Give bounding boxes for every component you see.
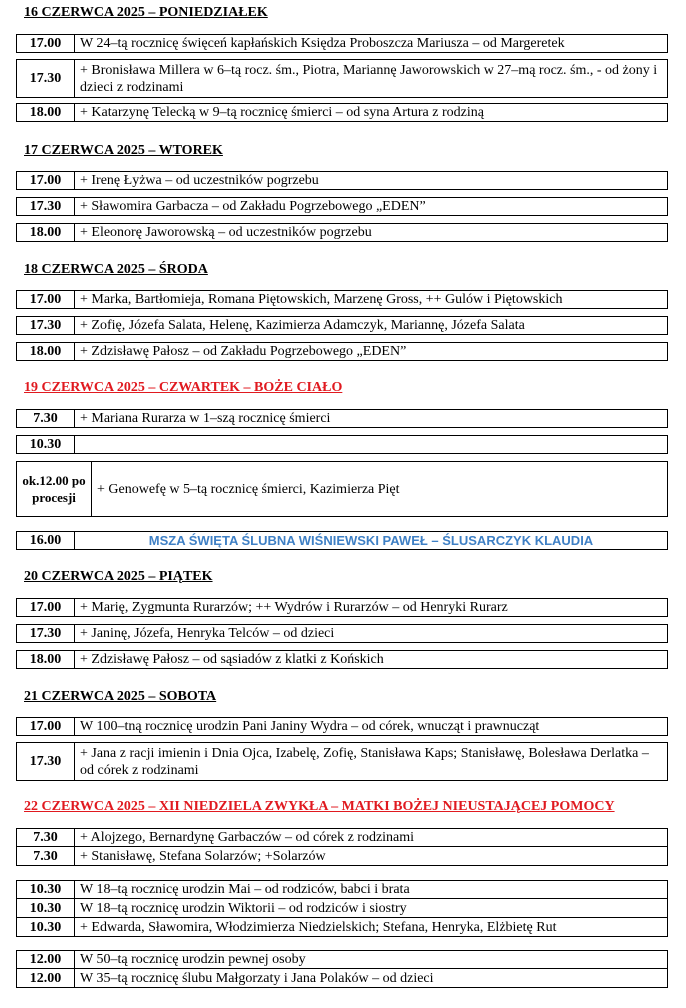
- mass-time: 10.30: [17, 918, 75, 936]
- mass-time: 17.30: [17, 60, 75, 97]
- mass-time: 18.00: [17, 343, 75, 360]
- mass-intention: W 100–tną rocznicę urodzin Pani Janiny Wydra – od córek, wnucząt i prawnucząt: [80, 719, 540, 734]
- mass-intention: + Alojzego, Bernardynę Garbaczów – od córek z rodzinami: [80, 830, 415, 845]
- mass-row: [16, 435, 668, 454]
- mass-time: 17.30: [17, 743, 75, 780]
- mass-time: 17.00: [17, 718, 75, 735]
- day-heading: 21 CZERWCA 2025 – SOBOTA: [24, 689, 217, 704]
- mass-intention: + Janinę, Józefa, Henryka Telców – od dzieci: [80, 626, 335, 641]
- mass-time: 17.30: [17, 317, 75, 334]
- mass-row: [16, 950, 668, 969]
- day-heading: 17 CZERWCA 2025 – WTOREK: [24, 143, 223, 158]
- mass-time: 17.00: [17, 172, 75, 189]
- mass-time: 12.00: [17, 969, 75, 987]
- mass-intention: + Zdzisławę Pałosz – od sąsiadów z klatki z Końskich: [80, 652, 384, 667]
- mass-time: 18.00: [17, 104, 75, 121]
- mass-row: [16, 290, 668, 309]
- mass-intention: + Marka, Bartłomieja, Romana Piętowskich, Marzenę Gross, ++ Gulów i Piętowskich: [80, 292, 563, 307]
- mass-intention: W 35–tą rocznicę ślubu Małgorzaty i Jana Polaków – od dzieci: [80, 970, 434, 986]
- mass-row: [16, 531, 668, 550]
- mass-intention: [75, 436, 667, 453]
- mass-row: [16, 918, 668, 937]
- mass-row: [16, 409, 668, 428]
- mass-intention: + Edwarda, Sławomira, Włodzimierza Niedzielskich; Stefana, Henryka, Elżbietę Rut: [80, 919, 557, 935]
- mass-row: [16, 171, 668, 190]
- wedding-mass-label: MSZA ŚWIĘTA ŚLUBNA WIŚNIEWSKI PAWEŁ – ŚLUSARCZYK KLAUDIA: [148, 533, 594, 548]
- mass-row: [16, 828, 668, 847]
- mass-row: [16, 103, 668, 122]
- mass-intention: + Eleonorę Jaworowską – od uczestników pogrzebu: [80, 225, 372, 240]
- mass-time: 17.00: [17, 35, 75, 52]
- mass-intention: + Zdzisławę Pałosz – od Zakładu Pogrzebowego „EDEN”: [80, 344, 407, 359]
- mass-row: [16, 847, 668, 866]
- mass-row: [16, 316, 668, 335]
- mass-intention: + Zofię, Józefa Salata, Helenę, Kazimierza Adamczyk, Mariannę, Józefa Salata: [80, 318, 525, 333]
- mass-row: [16, 717, 668, 736]
- mass-intention: + Stanisławę, Stefana Solarzów; +Solarzów: [80, 848, 326, 864]
- mass-row: [16, 34, 668, 53]
- mass-row: [16, 598, 668, 617]
- mass-intention: + Mariana Rurarza w 1–szą rocznicę śmierci: [80, 411, 331, 426]
- mass-row: [16, 880, 668, 899]
- mass-time: ok.12.00 po procesji: [17, 462, 92, 516]
- mass-row: [16, 59, 668, 98]
- mass-intention: + Marię, Zygmunta Rurarzów; ++ Wydrów i Rurarzów – od Henryki Rurarz: [80, 600, 508, 615]
- mass-time: 7.30: [17, 847, 75, 865]
- mass-time: 16.00: [17, 532, 75, 549]
- mass-time: 18.00: [17, 651, 75, 668]
- mass-time: 17.00: [17, 291, 75, 308]
- mass-row: [16, 461, 668, 517]
- mass-intention: + Genowefę w 5–tą rocznicę śmierci, Kazimierza Pięt: [97, 481, 400, 497]
- day-heading: 16 CZERWCA 2025 – PONIEDZIAŁEK: [24, 5, 268, 20]
- mass-time: 17.30: [17, 198, 75, 215]
- mass-time: 10.30: [17, 899, 75, 917]
- mass-row: [16, 624, 668, 643]
- mass-row: [16, 969, 668, 988]
- mass-time: 7.30: [17, 410, 75, 427]
- mass-time: 10.30: [17, 881, 75, 898]
- mass-intention: W 24–tą rocznicę święceń kapłańskich Księdza Proboszcza Mariusza – od Margeretek: [80, 36, 565, 51]
- day-heading-sunday: 22 CZERWCA 2025 – XII NIEDZIELA ZWYKŁA – MATKI BOŻEJ NIEUSTAJĄCEJ POMOCY: [24, 799, 615, 814]
- mass-intention: + Irenę Łyżwa – od uczestników pogrzebu: [80, 173, 319, 188]
- mass-time: 17.30: [17, 625, 75, 642]
- mass-time: 12.00: [17, 951, 75, 968]
- mass-intention: + Sławomira Garbacza – od Zakładu Pogrzebowego „EDEN”: [80, 199, 426, 214]
- mass-row: [16, 197, 668, 216]
- mass-row: [16, 742, 668, 781]
- mass-time: 10.30: [17, 436, 75, 453]
- mass-intention: + Bronisława Millera w 6–tą rocz. śm., Piotra, Mariannę Jaworowskich w 27–mą rocz. śm., - od żony i dzieci z rodzinami: [80, 62, 658, 95]
- day-heading-feast: 19 CZERWCA 2025 – CZWARTEK – BOŻE CIAŁO: [24, 380, 343, 395]
- day-heading: 18 CZERWCA 2025 – ŚRODA: [24, 262, 208, 277]
- mass-intention: W 18–tą rocznicę urodzin Mai – od rodziców, babci i brata: [80, 882, 410, 897]
- mass-intention: W 18–tą rocznicę urodzin Wiktorii – od rodziców i siostry: [80, 900, 407, 916]
- mass-intention: + Katarzynę Telecką w 9–tą rocznicę śmierci – od syna Artura z rodziną: [80, 105, 484, 120]
- mass-intention: + Jana z racji imienin i Dnia Ojca, Izabelę, Zofię, Stanisława Kaps; Stanisławę, Bolesława Derlatka – od córek z rodzinami: [80, 745, 649, 778]
- mass-row: [16, 342, 668, 361]
- mass-time: 7.30: [17, 829, 75, 846]
- mass-time: 18.00: [17, 224, 75, 241]
- day-heading: 20 CZERWCA 2025 – PIĄTEK: [24, 569, 213, 584]
- mass-row: [16, 650, 668, 669]
- mass-row: [16, 899, 668, 918]
- mass-time: 17.00: [17, 599, 75, 616]
- mass-intention: W 50–tą rocznicę urodzin pewnej osoby: [80, 952, 306, 967]
- mass-row: [16, 223, 668, 242]
